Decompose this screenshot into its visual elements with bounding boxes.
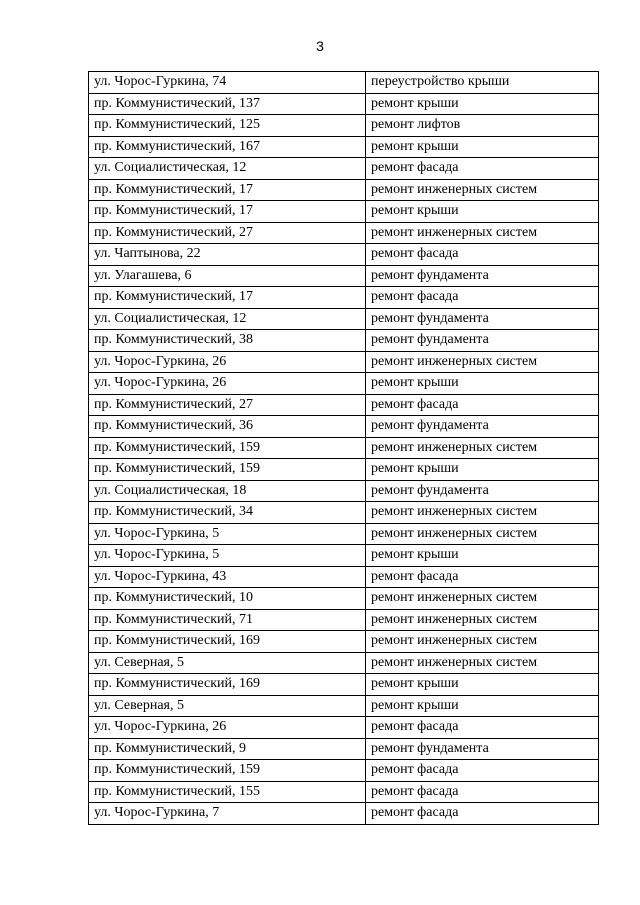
work-type-cell: ремонт фасада bbox=[366, 717, 599, 739]
address-cell: пр. Коммунистический, 159 bbox=[89, 760, 366, 782]
address-cell: пр. Коммунистический, 169 bbox=[89, 631, 366, 653]
table-row bbox=[89, 738, 599, 760]
table-row bbox=[89, 222, 599, 244]
table-row bbox=[89, 760, 599, 782]
address-cell: ул. Чорос-Гуркина, 7 bbox=[89, 803, 366, 825]
address-cell: ул. Улагашева, 6 bbox=[89, 265, 366, 287]
work-type-cell: ремонт лифтов bbox=[366, 115, 599, 137]
address-cell: пр. Коммунистический, 159 bbox=[89, 437, 366, 459]
table-row bbox=[89, 674, 599, 696]
address-cell: ул. Чорос-Гуркина, 26 bbox=[89, 717, 366, 739]
table-row bbox=[89, 330, 599, 352]
table-row bbox=[89, 502, 599, 524]
address-cell: ул. Социалистическая, 12 bbox=[89, 158, 366, 180]
work-type-cell: ремонт фасада bbox=[366, 803, 599, 825]
table-row bbox=[89, 287, 599, 309]
address-cell: пр. Коммунистический, 9 bbox=[89, 738, 366, 760]
address-cell: пр. Коммунистический, 167 bbox=[89, 136, 366, 158]
address-cell: пр. Коммунистический, 17 bbox=[89, 201, 366, 223]
table-row bbox=[89, 631, 599, 653]
work-type-cell: ремонт фундамента bbox=[366, 416, 599, 438]
table-row bbox=[89, 72, 599, 94]
work-type-cell: ремонт крыши bbox=[366, 373, 599, 395]
page-number: 3 bbox=[316, 38, 324, 54]
address-cell: ул. Чорос-Гуркина, 5 bbox=[89, 523, 366, 545]
table-row bbox=[89, 803, 599, 825]
work-type-cell: ремонт фасада bbox=[366, 287, 599, 309]
table-row bbox=[89, 459, 599, 481]
address-cell: ул. Социалистическая, 18 bbox=[89, 480, 366, 502]
table-row bbox=[89, 373, 599, 395]
work-type-cell: ремонт фундамента bbox=[366, 480, 599, 502]
address-cell: ул. Чорос-Гуркина, 5 bbox=[89, 545, 366, 567]
address-cell: пр. Коммунистический, 159 bbox=[89, 459, 366, 481]
address-cell: ул. Чаптынова, 22 bbox=[89, 244, 366, 266]
table-row bbox=[89, 523, 599, 545]
work-type-cell: ремонт инженерных систем bbox=[366, 502, 599, 524]
table-body bbox=[89, 72, 599, 825]
address-cell: пр. Коммунистический, 155 bbox=[89, 781, 366, 803]
address-cell: ул. Чорос-Гуркина, 26 bbox=[89, 373, 366, 395]
work-type-cell: ремонт фундамента bbox=[366, 265, 599, 287]
address-cell: ул. Северная, 5 bbox=[89, 652, 366, 674]
address-cell: пр. Коммунистический, 17 bbox=[89, 179, 366, 201]
work-type-cell: ремонт крыши bbox=[366, 93, 599, 115]
work-type-cell: ремонт инженерных систем bbox=[366, 631, 599, 653]
work-type-cell: ремонт фундамента bbox=[366, 330, 599, 352]
table-row bbox=[89, 136, 599, 158]
work-type-cell: ремонт фасада bbox=[366, 566, 599, 588]
table-row bbox=[89, 416, 599, 438]
table-row bbox=[89, 717, 599, 739]
table-row bbox=[89, 93, 599, 115]
work-type-cell: ремонт фасада bbox=[366, 158, 599, 180]
table-row bbox=[89, 158, 599, 180]
table-row bbox=[89, 480, 599, 502]
address-cell: ул. Социалистическая, 12 bbox=[89, 308, 366, 330]
table-row bbox=[89, 609, 599, 631]
work-type-cell: переустройство крыши bbox=[366, 72, 599, 94]
table-row bbox=[89, 308, 599, 330]
work-type-cell: ремонт инженерных систем bbox=[366, 588, 599, 610]
table-row bbox=[89, 115, 599, 137]
work-type-cell: ремонт фасада bbox=[366, 781, 599, 803]
work-type-cell: ремонт инженерных систем bbox=[366, 609, 599, 631]
table-row bbox=[89, 781, 599, 803]
work-type-cell: ремонт крыши bbox=[366, 136, 599, 158]
work-type-cell: ремонт инженерных систем bbox=[366, 523, 599, 545]
address-cell: ул. Северная, 5 bbox=[89, 695, 366, 717]
table-row bbox=[89, 265, 599, 287]
address-cell: пр. Коммунистический, 17 bbox=[89, 287, 366, 309]
table-row bbox=[89, 394, 599, 416]
work-type-cell: ремонт крыши bbox=[366, 695, 599, 717]
address-cell: пр. Коммунистический, 27 bbox=[89, 394, 366, 416]
address-cell: пр. Коммунистический, 71 bbox=[89, 609, 366, 631]
work-type-cell: ремонт фасада bbox=[366, 760, 599, 782]
address-cell: пр. Коммунистический, 10 bbox=[89, 588, 366, 610]
address-cell: пр. Коммунистический, 125 bbox=[89, 115, 366, 137]
work-type-cell: ремонт крыши bbox=[366, 459, 599, 481]
table-row bbox=[89, 652, 599, 674]
work-type-cell: ремонт фундамента bbox=[366, 738, 599, 760]
work-type-cell: ремонт инженерных систем bbox=[366, 222, 599, 244]
table-row bbox=[89, 437, 599, 459]
address-cell: пр. Коммунистический, 137 bbox=[89, 93, 366, 115]
address-cell: пр. Коммунистический, 169 bbox=[89, 674, 366, 696]
work-type-cell: ремонт фундамента bbox=[366, 308, 599, 330]
address-cell: пр. Коммунистический, 27 bbox=[89, 222, 366, 244]
address-cell: ул. Чорос-Гуркина, 74 bbox=[89, 72, 366, 94]
address-cell: пр. Коммунистический, 34 bbox=[89, 502, 366, 524]
table-row bbox=[89, 201, 599, 223]
address-cell: пр. Коммунистический, 38 bbox=[89, 330, 366, 352]
work-type-cell: ремонт крыши bbox=[366, 201, 599, 223]
work-type-cell: ремонт инженерных систем bbox=[366, 652, 599, 674]
table-row bbox=[89, 695, 599, 717]
address-cell: ул. Чорос-Гуркина, 43 bbox=[89, 566, 366, 588]
address-cell: ул. Чорос-Гуркина, 26 bbox=[89, 351, 366, 373]
table-row bbox=[89, 244, 599, 266]
work-type-cell: ремонт инженерных систем bbox=[366, 351, 599, 373]
work-type-cell: ремонт крыши bbox=[366, 545, 599, 567]
repair-works-table bbox=[88, 71, 599, 825]
work-type-cell: ремонт фасада bbox=[366, 244, 599, 266]
table-row bbox=[89, 588, 599, 610]
table-row bbox=[89, 179, 599, 201]
work-type-cell: ремонт инженерных систем bbox=[366, 437, 599, 459]
address-cell: пр. Коммунистический, 36 bbox=[89, 416, 366, 438]
work-type-cell: ремонт инженерных систем bbox=[366, 179, 599, 201]
work-type-cell: ремонт крыши bbox=[366, 674, 599, 696]
table-row bbox=[89, 351, 599, 373]
table-row bbox=[89, 545, 599, 567]
table-row bbox=[89, 566, 599, 588]
work-type-cell: ремонт фасада bbox=[366, 394, 599, 416]
